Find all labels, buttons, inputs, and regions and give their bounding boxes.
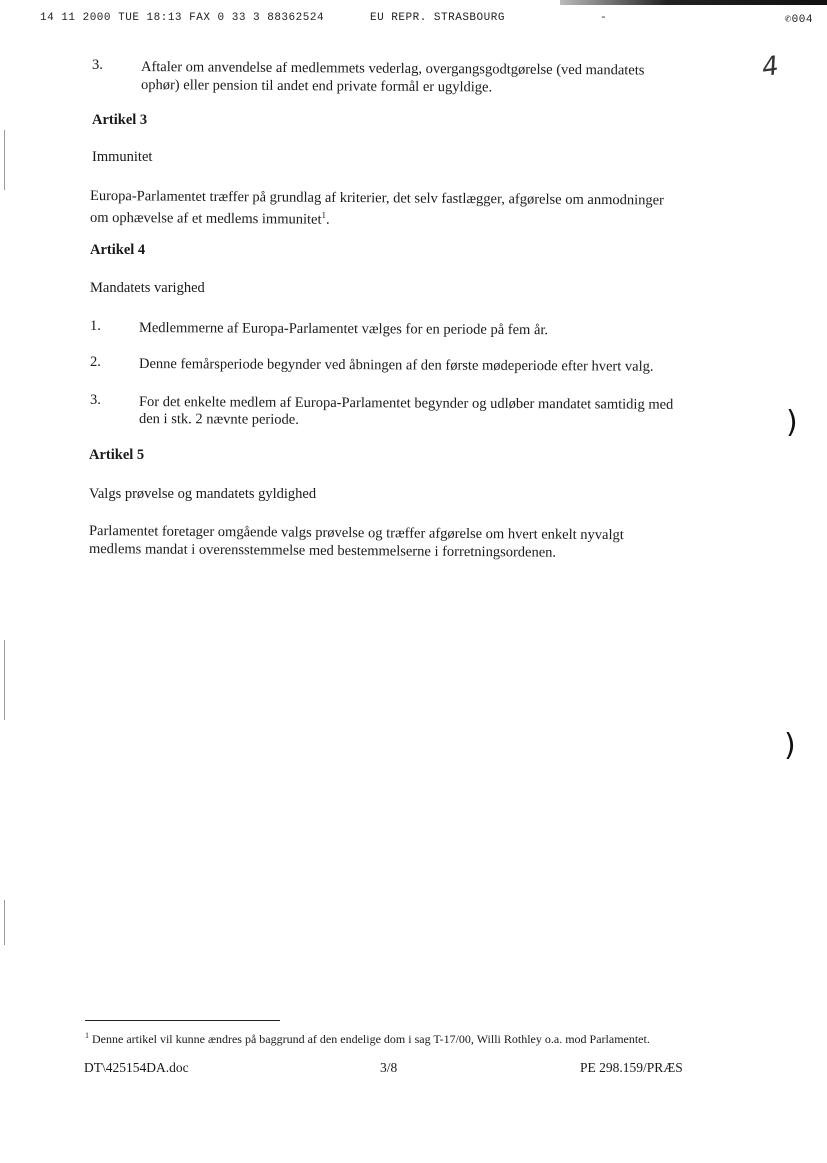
article3-title: Immunitet <box>92 149 153 165</box>
fax-header-dash: - <box>600 12 608 24</box>
article3-heading: Artikel 3 <box>92 112 148 128</box>
article3-paragraph-text: om ophævelse af et medlems immunitet <box>89 209 322 228</box>
binder-hole-mark: ) <box>784 728 796 763</box>
footnote-reference: 1 <box>321 209 327 220</box>
item3-number: 3. <box>92 57 103 73</box>
footnote-separator <box>85 1020 280 1021</box>
fax-header-timestamp: 14 11 2000 TUE 18:13 FAX 0 33 3 88362524 <box>40 12 325 24</box>
scan-margin-mark <box>4 900 5 945</box>
footnote <box>85 1031 650 1047</box>
article4-item3-line2: den i stk. 2 nævnte periode. <box>138 411 299 428</box>
fax-header-sender: EU REPR. STRASBOURG <box>370 12 505 24</box>
item3-line1: Aftaler om anvendelse af medlemmets vederlag, overgangsgodtgørelse (ved mandatets <box>140 59 645 79</box>
article4-item3-line1: For det enkelte medlem af Europa-Parlamentet begynder og udløber mandatet samtidig med <box>138 394 674 413</box>
binder-hole-mark: ) <box>786 405 798 440</box>
article5-paragraph-line2: medlems mandat i overensstemmelse med bestemmelserne i forretningsordenen. <box>88 541 557 561</box>
scan-margin-mark <box>4 130 5 190</box>
article3-paragraph-line1: Europa-Parlamentet træffer på grundlag af kriterier, det selv fastlægger, afgørelse om anmodninger <box>89 188 664 209</box>
article4-heading: Artikel 4 <box>90 242 146 258</box>
footer-pe-ref: PE 298.159/PRÆS <box>580 1060 683 1075</box>
footnote-marker: 1 <box>85 1031 89 1040</box>
scan-margin-mark <box>4 640 5 720</box>
article5-title: Valgs prøvelse og mandatets gyldighed <box>89 486 317 502</box>
article5-paragraph-line1: Parlamentet foretager omgående valgs prøvelse og træffer afgørelse om hvert enkelt nyvalgt <box>88 523 624 544</box>
footer-page-number: 3/8 <box>380 1060 398 1075</box>
footer-doc-ref: DT\425154DA.doc <box>84 1060 189 1075</box>
article3-paragraph-line2 <box>90 205 330 229</box>
article3-paragraph-end: . <box>325 211 330 228</box>
article4-item2-line1: Denne femårsperiode begynder ved åbningen af den første mødeperiode efter hvert valg. <box>138 356 654 375</box>
article5-heading: Artikel 5 <box>89 447 145 463</box>
article4-item3-number: 3. <box>90 392 101 408</box>
fax-header-page: ✆004 <box>784 14 813 26</box>
fax-header <box>40 12 817 32</box>
footnote-text: Denne artikel vil kunne ændres på baggrund af den endelige dom i sag T-17/00, Willi Rothley o.a. mod Parlamentet. <box>92 1032 650 1046</box>
article4-item1-number: 1. <box>90 318 101 334</box>
article4-title: Mandatets varighed <box>90 280 205 296</box>
article4-item2-number: 2. <box>90 354 101 370</box>
handwritten-page-number: 4 <box>759 50 781 84</box>
article4-item1-line1: Medlemmerne af Europa-Parlamentet vælges for en periode på fem år. <box>138 320 549 339</box>
item3-line2: ophør) eller pension til andet end private formål er ugyldige. <box>140 77 493 96</box>
scan-top-bar <box>560 0 827 5</box>
